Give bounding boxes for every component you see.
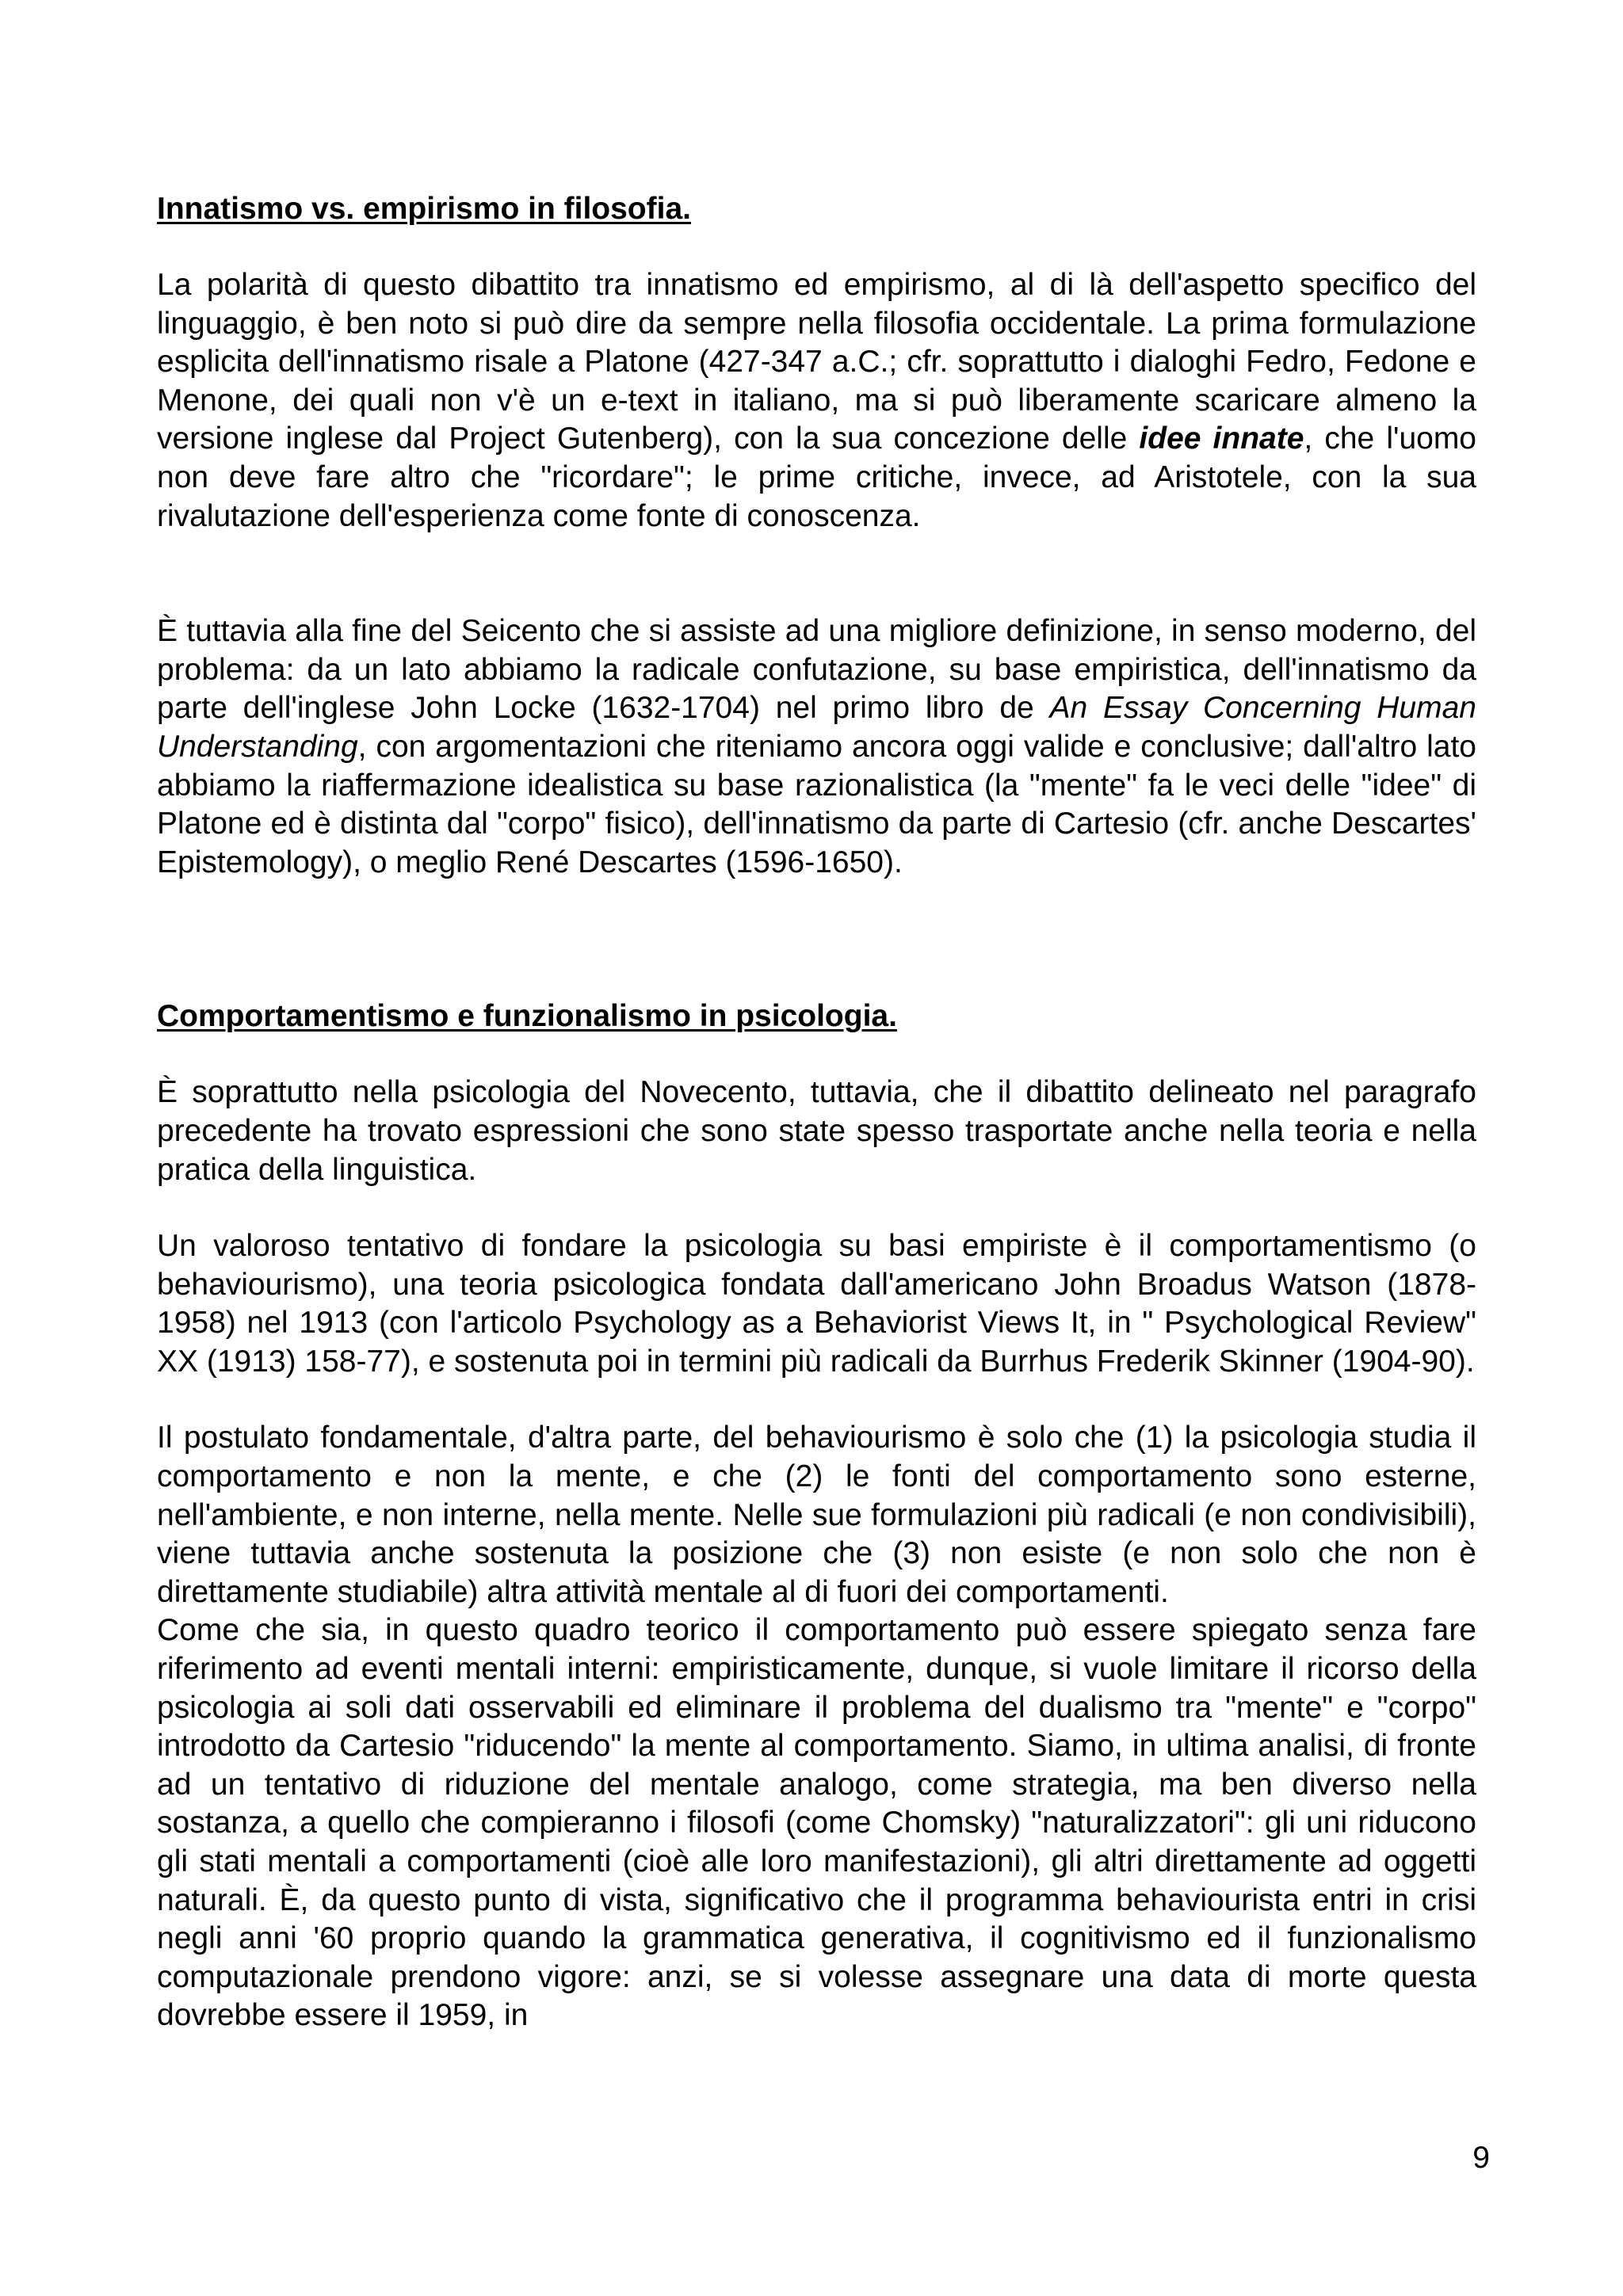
paragraph: Come che sia, in questo quadro teorico il comportamento può essere spiegato senza fare riferimento ad eventi mentali interni: empiristicamente, dunque, si vuole limitare il ricorso della psicologia ai soli dati osservabili ed eliminare il problema del dualismo tra "mente" e "corpo" introdotto da Cartesio "riducendo" la mente al comportamento. Siamo, in ultima analisi, di fronte ad un tentativo di riduzione del mentale analogo, come strategia, ma ben diverso nella sostanza, a quello che compieranno i filosofi (come Chomsky) "naturalizzatori": gli uni riducono gli stati mentali a comportamenti (cioè alle loro manifestazioni), gli altri direttamente ad oggetti naturali. È, da questo punto di vista, significativo che il programma behaviourista entri in crisi negli anni '60 proprio quando la grammatica generativa, il cognitivismo ed il funzionalismo computazionale prendono vigore: anzi, se si volesse assegnare una data di morte questa dovrebbe essere il 1959, in <box>157 1613 1476 2033</box>
section-heading-comportamentismo: Comportamentismo e funzionalismo in psicologia. <box>157 999 897 1034</box>
paragraph: Un valoroso tentativo di fondare la psicologia su basi empiriste è il comportamentismo (o behaviourismo), una teoria psicologica fondata dall'americano John Broadus Watson (1878-1958) nel 1913 (con l'articolo Psychology as a Behaviorist Views It, in " Psychological Review" XX (1913) 158-77), e sostenuta poi in termini più radicali da Burrhus Frederik Skinner (1904-90). <box>157 1229 1476 1379</box>
section-heading-innatismo: Innatismo vs. empirismo in filosofia. <box>157 192 691 226</box>
paragraph: È soprattutto nella psicologia del Novecento, tuttavia, che il dibattito delineato nel paragrafo precedente ha trovato espressioni che sono state spesso trasportate anche nella teoria e nella pratica della linguistica. <box>157 1075 1476 1187</box>
paragraph: Il postulato fondamentale, d'altra parte, del behaviourismo è solo che (1) la psicologia studia il comportamento e non la mente, e che (2) le fonti del comportamento sono esterne, nell'ambiente, e non interne, nella mente. Nelle sue formulazioni più radicali (e non condivisibili), viene tuttavia anche sostenuta la posizione che (3) non esiste (e non solo che non è direttamente studiabile) altra attività mentale al di fuori dei comportamenti. <box>157 1421 1476 1609</box>
book-title: An Essay Concerning Human Understanding <box>157 691 1476 764</box>
page-number: 9 <box>1472 2141 1490 2175</box>
document-page <box>157 190 1476 2035</box>
paragraph: La polarità di questo dibattito tra innatismo ed empirismo, al di là dell'aspetto specifico del linguaggio, è ben noto si può dire da sempre nella filosofia occidentale. La prima formulazione esplicita dell'innatismo risale a Platone (427-347 a.C.; cfr. soprattutto i dialoghi Fedro, Fedone e Menone, dei quali non v'è un e-text in italiano, ma si può liberamente scaricare almeno la versione inglese dal Project Gutenberg), con la sua concezione delle idee innate, che l'uomo non deve fare altro che "ricordare"; le prime critiche, invece, ad Aristotele, con la sua rivalutazione dell'esperienza come fonte di conoscenza. <box>157 268 1476 533</box>
paragraph: È tuttavia alla fine del Seicento che si assiste ad una migliore definizione, in senso moderno, del problema: da un lato abbiamo la radicale confutazione, su base empiristica, dell'innatismo da parte dell'inglese John Locke (1632-1704) nel primo libro de An Essay Concerning Human Understanding, con argomentazioni che riteniamo ancora oggi valide e conclusive; dall'altro lato abbiamo la riaffermazione idealistica su base razionalistica (la "mente" fa le veci delle "idee" di Platone ed è distinta dal "corpo" fisico), dell'innatismo da parte di Cartesio (cfr. anche Descartes' Epistemology), o meglio René Descartes (1596-1650). <box>157 614 1476 879</box>
emphasis-text: idee innate <box>1139 421 1304 456</box>
